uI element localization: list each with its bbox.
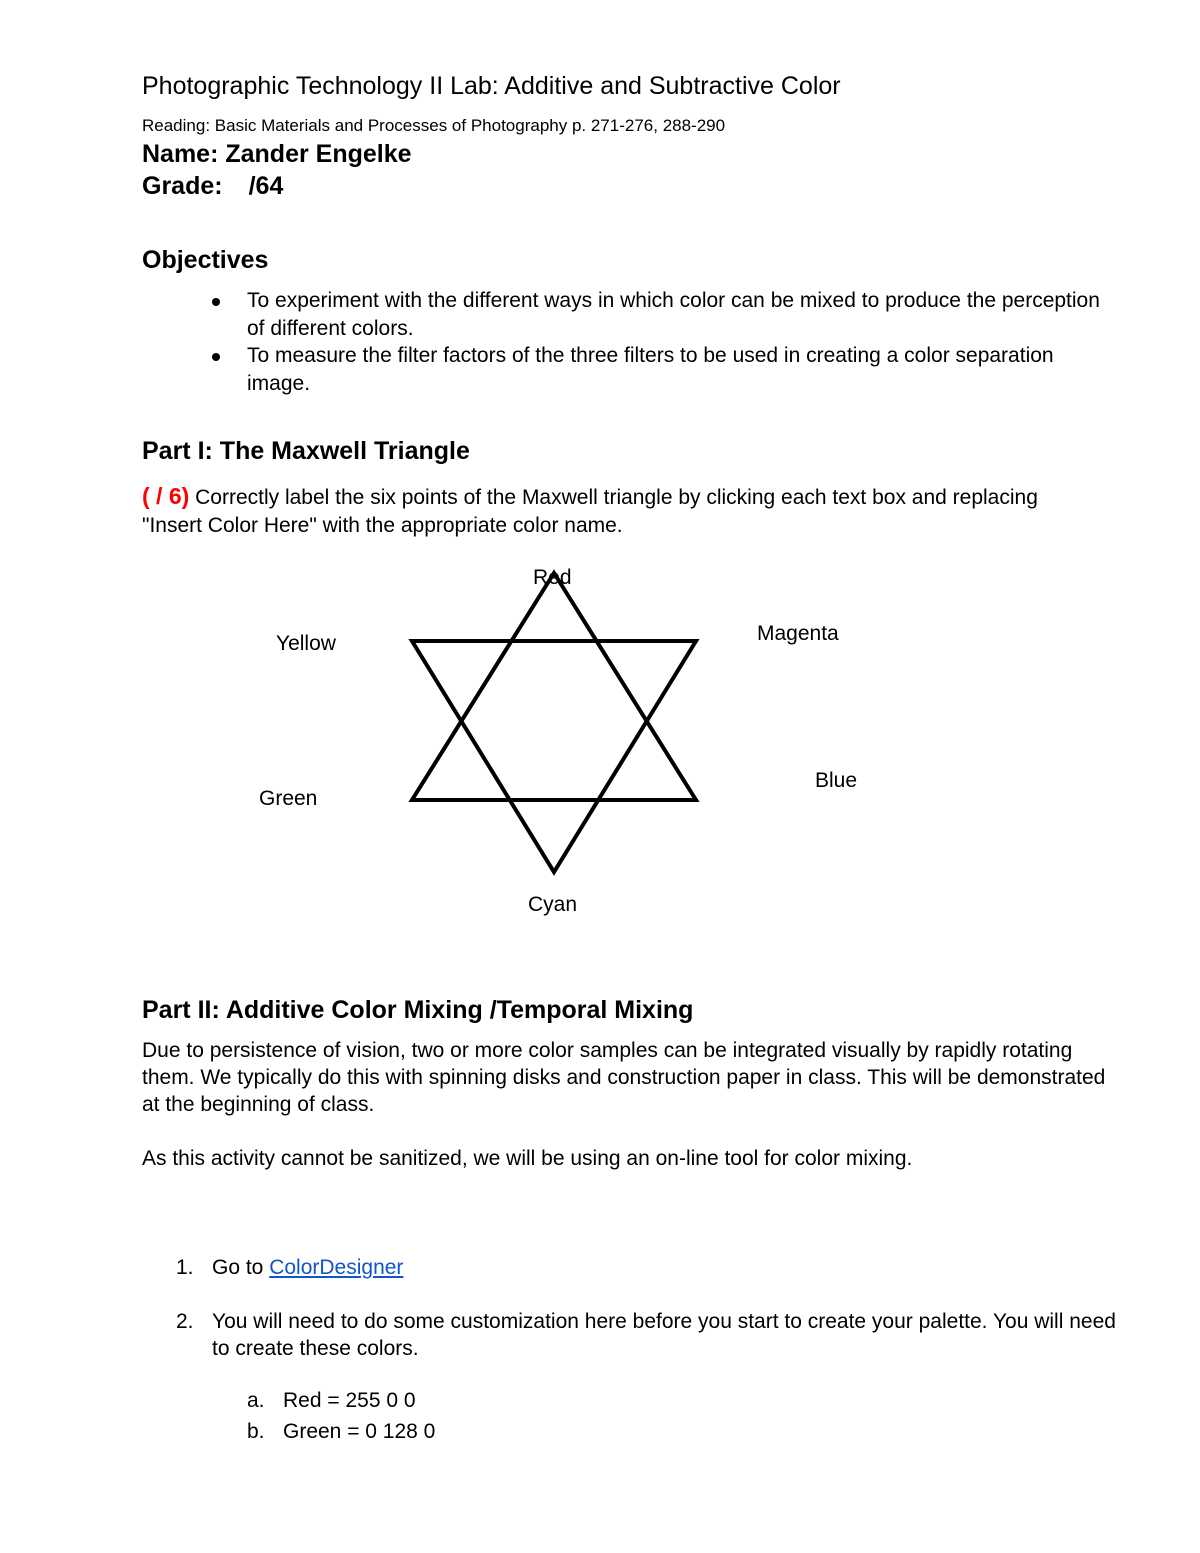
- part2-heading: Part II: Additive Color Mixing /Temporal Mixing: [142, 996, 694, 1024]
- upward-triangle: [412, 573, 696, 800]
- downward-triangle: [412, 641, 696, 872]
- grade-line: [142, 172, 283, 201]
- objective-item: [0, 287, 1107, 342]
- sanitize-note: As this activity cannot be sanitized, we will be using an on-line tool for color mixing.: [142, 1147, 913, 1170]
- substep-text: Red = 255 0 0: [283, 1389, 416, 1412]
- colordesigner-link[interactable]: ColorDesigner: [269, 1256, 404, 1279]
- objective-item: [0, 342, 1107, 397]
- step-prefix: Go to: [212, 1256, 270, 1279]
- label-bottom-text-box[interactable]: Cyan: [528, 893, 578, 916]
- reading-reference: Reading: Basic Materials and Processes of Photography p. 271-276, 288-290: [142, 116, 726, 135]
- score-badge: ( / 6): [142, 483, 190, 509]
- substep-letter: b.: [247, 1420, 265, 1443]
- label-lower-left-text-box[interactable]: Green: [259, 787, 318, 810]
- step-text: [212, 1254, 1132, 1281]
- bullet-icon: [212, 298, 220, 306]
- document-title: Photographic Technology II Lab: Additive and Subtractive Color: [142, 72, 841, 100]
- substep-letter: a.: [247, 1389, 265, 1412]
- objectives-heading: Objectives: [142, 246, 269, 274]
- part1-instructions-text: Correctly label the six points of the Maxwell triangle by clicking each text box and replacing "Insert Color Here" with the appropriate color name.: [142, 486, 1038, 537]
- step-number: 2.: [176, 1310, 194, 1333]
- maxwell-triangle-star: [400, 560, 710, 880]
- objectives-list: [0, 287, 1107, 397]
- objective-text: To experiment with the different ways in which color can be mixed to produce the perception of different colors.: [247, 289, 1100, 340]
- bullet-icon: [212, 353, 220, 361]
- label-lower-right-text-box[interactable]: Blue: [815, 769, 858, 792]
- step-text: You will need to do some customization here before you start to create your palette. You will need to create these colors.: [212, 1310, 1116, 1360]
- part1-heading: Part I: The Maxwell Triangle: [142, 437, 470, 465]
- part1-instructions: [142, 482, 1072, 540]
- step-number: 1.: [176, 1256, 194, 1279]
- label-upper-left-text-box[interactable]: Yellow: [276, 632, 336, 655]
- objective-text: To measure the filter factors of the three filters to be used in creating a color separation image.: [247, 344, 1054, 395]
- grade-value: /64: [248, 172, 284, 200]
- label-upper-right-text-box[interactable]: Magenta: [757, 622, 839, 645]
- grade-label: Grade:: [142, 172, 223, 200]
- part2-paragraph: Due to persistence of vision, two or more color samples can be integrated visually by rapidly rotating them. We typically do this with spinning disks and construction paper in class. This will be demonstrated at the beginning of class.: [142, 1039, 1106, 1116]
- student-name: Name: Zander Engelke: [142, 140, 412, 168]
- label-top-text-box[interactable]: Red: [533, 566, 572, 589]
- step-item: [176, 1308, 1136, 1362]
- substep-text: Green = 0 128 0: [283, 1420, 436, 1443]
- step-item: [176, 1254, 1136, 1281]
